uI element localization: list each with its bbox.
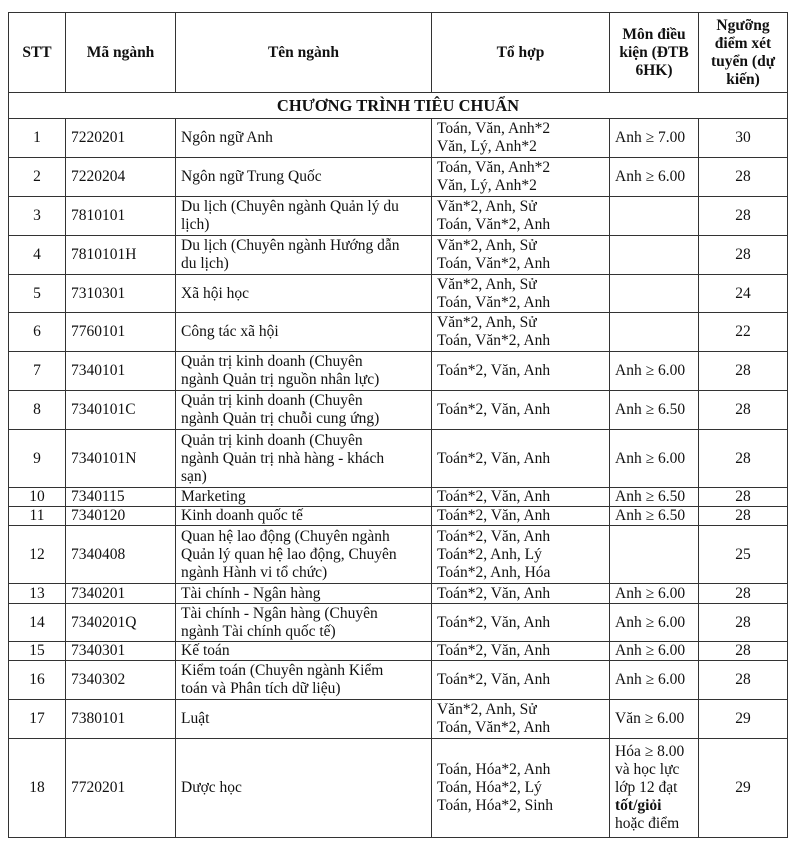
cell-combo-line: Toán*2, Văn, Anh [437,401,551,418]
cell-combo-line: Văn*2, Anh, Sử [437,237,537,254]
cell-code: 7340302 [66,661,176,700]
cell-name-line: ngành Tài chính quốc tế) [181,622,336,640]
cell-code: 7340201 [66,584,176,604]
cell-code: 7220204 [66,158,176,197]
cell-name-line: Quản trị kinh doanh (Chuyên [181,353,363,370]
cell-combo-line: Toán*2, Văn, Anh [437,449,551,467]
cell-code: 7340115 [66,488,176,507]
cell-condition [610,526,699,584]
cell-name [176,604,432,642]
cell-score: 28 [699,584,788,604]
cell-name-line: Ngôn ngữ Anh [181,129,273,146]
cell-condition [610,275,699,313]
cell-stt: 6 [9,313,66,352]
header-score-line: điểm xét [714,34,772,52]
cell-condition [610,700,699,739]
cell-name-line: lịch) [181,216,210,233]
cell-condition-line: Anh ≥ 6.50 [615,401,686,418]
cell-condition [610,584,699,604]
cell-condition-line: hoặc điểm [615,815,680,832]
header-score [699,13,788,93]
cell-stt: 15 [9,642,66,661]
table-row [9,352,788,391]
cell-code: 7340101 [66,352,176,391]
cell-name [176,391,432,430]
cell-score: 28 [699,158,788,197]
cell-stt: 5 [9,275,66,313]
cell-combo [432,236,610,275]
cell-name-line: Quản trị kinh doanh (Chuyên [181,431,363,449]
cell-combo [432,661,610,700]
cell-combo [432,584,610,604]
cell-name-line: Tài chính - Ngân hàng [181,584,321,602]
table-row [9,739,788,838]
cell-code: 7220201 [66,119,176,158]
table-row [9,661,788,700]
cell-name [176,158,432,197]
cell-code: 7760101 [66,313,176,352]
cell-combo-line: Văn, Lý, Anh*2 [437,177,537,194]
cell-combo-line: Toán, Văn, Anh*2 [437,159,551,176]
cell-score: 28 [699,604,788,642]
cell-combo-line: Toán*2, Văn, Anh [437,527,551,545]
table-row [9,488,788,507]
cell-combo [432,488,610,507]
cell-condition-line: Văn ≥ 6.00 [615,710,685,727]
cell-combo-line: Toán*2, Anh, Hóa [437,563,551,581]
cell-combo [432,604,610,642]
cell-condition [610,642,699,661]
header-condition-line: kiện (ĐTB [619,43,689,61]
cell-name [176,430,432,488]
cell-combo-line: Toán, Hóa*2, Lý [437,779,542,796]
table-row [9,584,788,604]
cell-name [176,488,432,507]
cell-code: 7340301 [66,642,176,661]
cell-name [176,739,432,838]
cell-name-line: Marketing [181,488,246,505]
cell-combo-line: Toán*2, Văn, Anh [437,671,551,688]
table-row [9,430,788,488]
cell-combo [432,391,610,430]
cell-name [176,197,432,236]
cell-combo-line: Toán, Văn*2, Anh [437,293,551,311]
cell-name-line: Quản lý quan hệ lao động, Chuyên [181,545,397,563]
cell-name-line: Quản trị kinh doanh (Chuyên [181,392,363,409]
cell-name [176,352,432,391]
cell-stt: 16 [9,661,66,700]
section-title: CHƯƠNG TRÌNH TIÊU CHUẨN [9,93,788,119]
header-condition [610,13,699,93]
cell-combo [432,275,610,313]
cell-combo-line: Toán*2, Văn, Anh [437,488,551,505]
cell-name-line: du lịch) [181,255,229,272]
cell-name-line: Kế toán [181,642,230,659]
cell-stt: 9 [9,430,66,488]
cell-stt: 14 [9,604,66,642]
cell-name [176,275,432,313]
header-row [9,13,788,93]
cell-stt: 12 [9,526,66,584]
cell-stt: 1 [9,119,66,158]
cell-score: 25 [699,526,788,584]
admission-table [8,12,788,838]
cell-combo-line: Toán*2, Văn, Anh [437,613,551,631]
table-row [9,275,788,313]
cell-combo-line: Văn*2, Anh, Sử [437,198,537,215]
header-name: Tên ngành [176,13,432,93]
cell-name-line: Tài chính - Ngân hàng (Chuyên [181,604,378,622]
cell-name-line: ngành Hành vi tổ chức) [181,563,328,581]
cell-score: 28 [699,236,788,275]
cell-name [176,526,432,584]
cell-condition-line: lớp 12 đạt [615,779,678,796]
cell-condition-line: Anh ≥ 6.00 [615,362,686,379]
cell-score: 24 [699,275,788,313]
table-row [9,313,788,352]
cell-condition [610,604,699,642]
cell-name-line: ngành Quản trị chuỗi cung ứng) [181,410,380,427]
cell-name [176,119,432,158]
cell-condition [610,661,699,700]
cell-name [176,313,432,352]
cell-condition-line: tốt/giỏi [615,797,662,814]
cell-combo-line: Văn*2, Anh, Sử [437,701,537,718]
cell-combo [432,507,610,526]
cell-combo-line: Toán, Văn, Anh*2 [437,120,551,137]
cell-condition [610,119,699,158]
table-row [9,700,788,739]
table-row [9,236,788,275]
cell-condition [610,313,699,352]
cell-condition-line: Anh ≥ 6.00 [615,584,686,602]
cell-name-line: ngành Quản trị nhà hàng - khách [181,449,385,467]
cell-stt: 8 [9,391,66,430]
cell-combo [432,313,610,352]
cell-stt: 11 [9,507,66,526]
cell-combo-line: Toán*2, Văn, Anh [437,584,551,602]
cell-code: 7310301 [66,275,176,313]
cell-name-line: toán và Phân tích dữ liệu) [181,680,341,697]
header-condition-line: 6HK) [635,61,673,79]
cell-score: 29 [699,739,788,838]
cell-combo-line: Toán, Hóa*2, Anh [437,761,551,778]
cell-condition-line: Anh ≥ 6.00 [615,449,686,467]
table-row [9,119,788,158]
cell-condition [610,236,699,275]
cell-combo-line: Văn*2, Anh, Sử [437,314,537,331]
cell-combo [432,119,610,158]
cell-condition [610,391,699,430]
cell-name-line: Du lịch (Chuyên ngành Quản lý du [181,198,399,215]
table-body [9,93,788,838]
cell-score: 28 [699,642,788,661]
cell-stt: 17 [9,700,66,739]
cell-name-line: ngành Quản trị nguồn nhân lực) [181,371,380,388]
table-row [9,604,788,642]
cell-stt: 3 [9,197,66,236]
cell-code: 7810101H [66,236,176,275]
cell-condition [610,352,699,391]
cell-combo-line: Toán, Văn*2, Anh [437,332,551,349]
cell-stt: 13 [9,584,66,604]
cell-score: 28 [699,391,788,430]
header-stt: STT [9,13,66,93]
cell-condition-line: Anh ≥ 6.00 [615,642,686,659]
cell-condition-line: Anh ≥ 6.00 [615,168,686,185]
cell-score: 28 [699,352,788,391]
cell-condition-line: Anh ≥ 6.50 [615,507,686,524]
cell-condition-line: Hóa ≥ 8.00 [615,743,685,760]
cell-score: 28 [699,488,788,507]
cell-stt: 4 [9,236,66,275]
cell-name [176,236,432,275]
cell-score: 30 [699,119,788,158]
cell-condition [610,430,699,488]
cell-code: 7720201 [66,739,176,838]
cell-stt: 7 [9,352,66,391]
header-score-line: tuyển (dự [711,52,775,70]
cell-code: 7340101N [66,430,176,488]
cell-condition [610,197,699,236]
table-row [9,391,788,430]
cell-name [176,507,432,526]
cell-code: 7340101C [66,391,176,430]
cell-combo [432,197,610,236]
cell-name-line: Công tác xã hội [181,323,279,340]
cell-combo-line: Toán*2, Văn, Anh [437,362,551,379]
cell-condition [610,507,699,526]
cell-code: 7340120 [66,507,176,526]
table-row [9,507,788,526]
cell-condition-line: Anh ≥ 7.00 [615,129,686,146]
cell-name [176,661,432,700]
cell-score: 29 [699,700,788,739]
cell-condition [610,158,699,197]
cell-combo [432,430,610,488]
cell-combo-line: Toán*2, Văn, Anh [437,642,551,659]
header-score-line: Ngưỡng [716,16,770,34]
cell-condition [610,488,699,507]
cell-combo [432,526,610,584]
cell-combo [432,700,610,739]
cell-combo-line: Toán*2, Anh, Lý [437,545,542,563]
cell-score: 28 [699,197,788,236]
table-row [9,526,788,584]
cell-name-line: Quan hệ lao động (Chuyên ngành [181,527,390,545]
cell-name-line: sạn) [181,467,207,485]
cell-code: 7380101 [66,700,176,739]
cell-name-line: Luật [181,710,210,727]
cell-code: 7340201Q [66,604,176,642]
header-score-line: kiến) [726,70,760,88]
cell-combo-line: Toán, Văn*2, Anh [437,719,551,736]
cell-combo-line: Văn*2, Anh, Sử [437,275,537,293]
cell-combo [432,739,610,838]
table-row [9,642,788,661]
cell-name-line: Xã hội học [181,284,250,302]
cell-combo-line: Toán, Hóa*2, Sinh [437,797,554,814]
cell-name-line: Kinh doanh quốc tế [181,507,303,524]
header-combo: Tổ hợp [432,13,610,93]
cell-name [176,642,432,661]
cell-combo [432,158,610,197]
cell-code: 7810101 [66,197,176,236]
cell-score: 28 [699,430,788,488]
section-row [9,93,788,119]
cell-condition [610,739,699,838]
cell-name-line: Du lịch (Chuyên ngành Hướng dẫn [181,237,400,254]
cell-condition-line: Anh ≥ 6.50 [615,488,686,505]
cell-combo-line: Toán, Văn*2, Anh [437,216,551,233]
cell-score: 28 [699,507,788,526]
header-code: Mã ngành [66,13,176,93]
cell-name-line: Ngôn ngữ Trung Quốc [181,168,322,185]
cell-combo [432,352,610,391]
cell-condition-line: Anh ≥ 6.00 [615,613,686,631]
cell-score: 28 [699,661,788,700]
table-row [9,197,788,236]
cell-stt: 10 [9,488,66,507]
header-condition-line: Môn điều [622,25,686,43]
cell-stt: 18 [9,739,66,838]
cell-combo-line: Văn, Lý, Anh*2 [437,138,537,155]
cell-combo [432,642,610,661]
cell-combo-line: Toán*2, Văn, Anh [437,507,551,524]
cell-name-line: Kiểm toán (Chuyên ngành Kiểm [181,662,384,679]
table-row [9,158,788,197]
cell-combo-line: Toán, Văn*2, Anh [437,255,551,272]
cell-stt: 2 [9,158,66,197]
cell-name [176,700,432,739]
cell-condition-line: Anh ≥ 6.00 [615,671,686,688]
cell-condition-line: và học lực [615,761,680,778]
cell-code: 7340408 [66,526,176,584]
cell-score: 22 [699,313,788,352]
cell-name-line: Dược học [181,779,242,796]
cell-name [176,584,432,604]
